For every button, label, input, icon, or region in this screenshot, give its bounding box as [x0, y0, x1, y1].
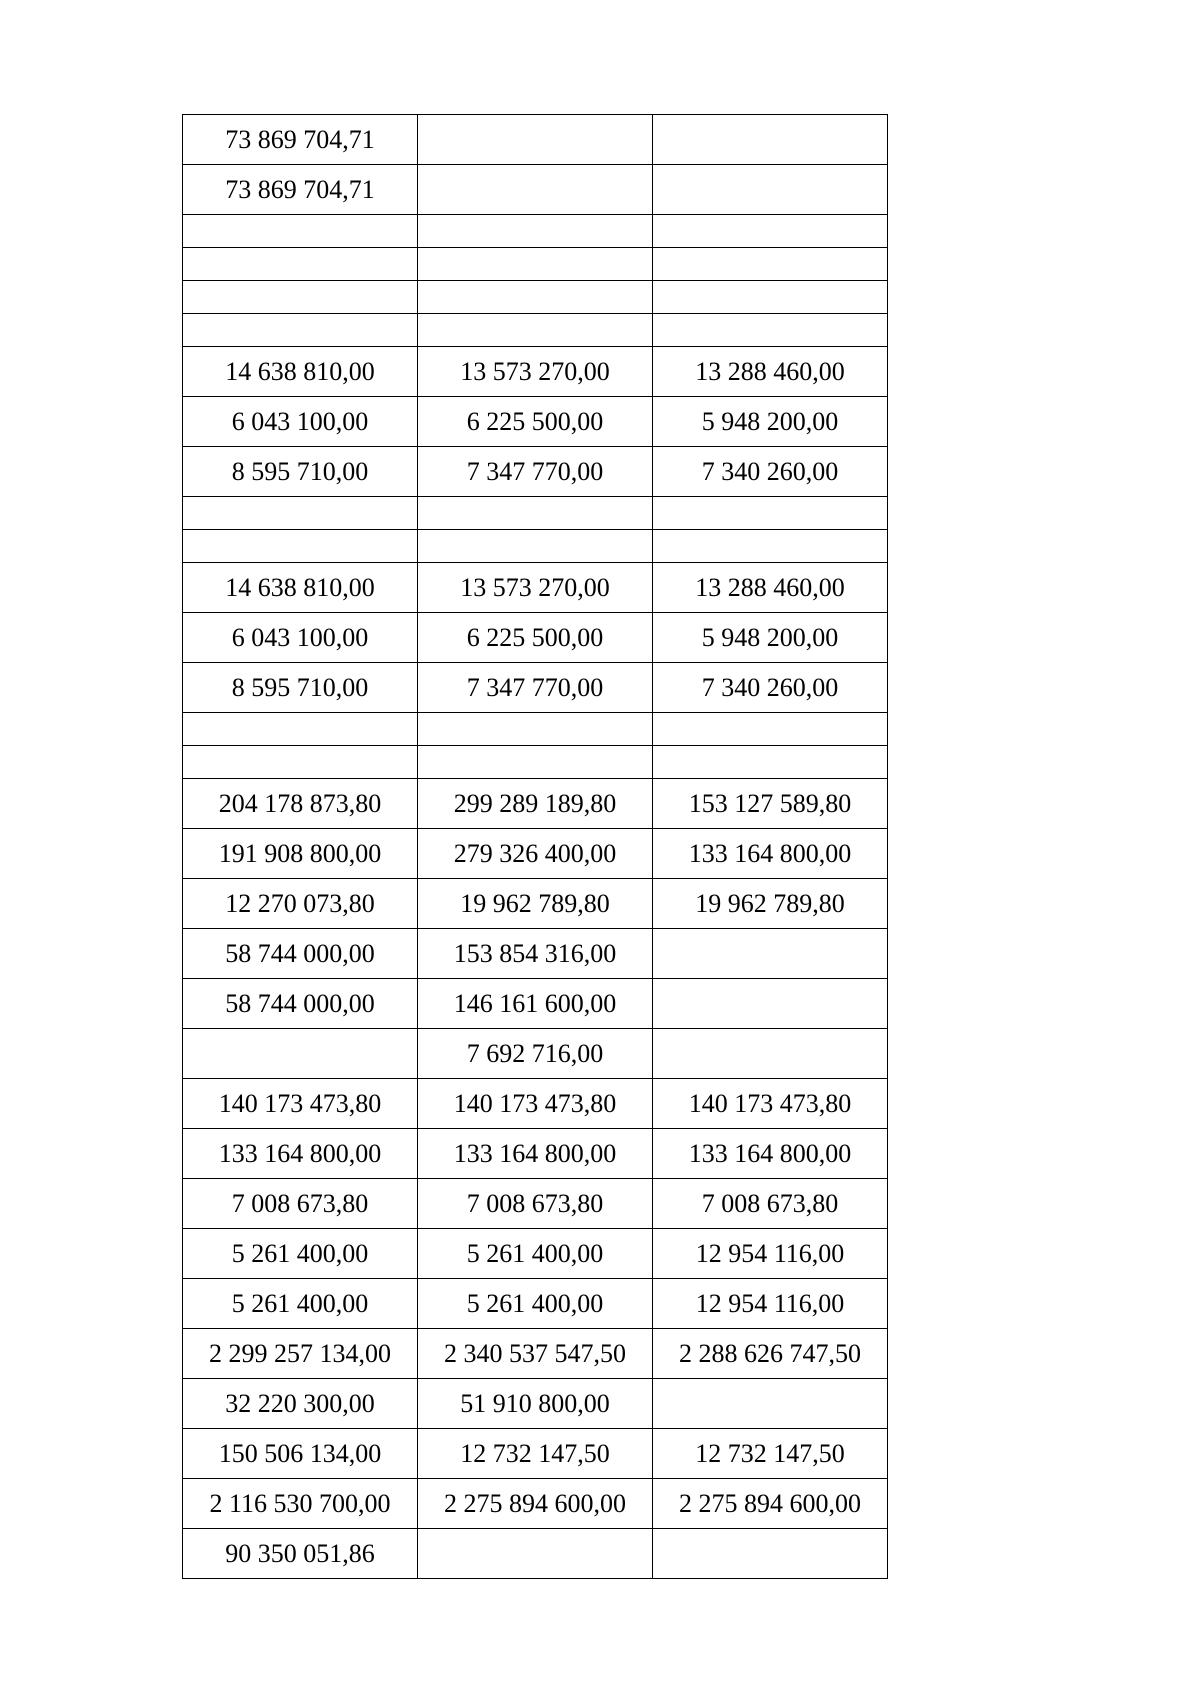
table-cell: 6 043 100,00: [183, 397, 418, 447]
table-cell: 204 178 873,80: [183, 779, 418, 829]
table-cell: [418, 1529, 653, 1579]
table-cell: 7 347 770,00: [418, 663, 653, 713]
table-cell: 73 869 704,71: [183, 165, 418, 215]
table-cell: [418, 165, 653, 215]
table-row: [183, 1279, 888, 1329]
table-cell: 12 732 147,50: [418, 1429, 653, 1479]
table-cell: [418, 713, 653, 746]
table-cell: [183, 281, 418, 314]
table-row: [183, 1479, 888, 1529]
table-row: [183, 663, 888, 713]
table-cell: 133 164 800,00: [418, 1129, 653, 1179]
table-cell: 2 288 626 747,50: [653, 1329, 888, 1379]
table-cell: 58 744 000,00: [183, 979, 418, 1029]
table-cell: 13 288 460,00: [653, 347, 888, 397]
table-cell: [653, 1029, 888, 1079]
table-cell: 12 954 116,00: [653, 1279, 888, 1329]
table-cell: [418, 248, 653, 281]
table-cell: [653, 979, 888, 1029]
table-cell: 14 638 810,00: [183, 347, 418, 397]
table-cell: 133 164 800,00: [653, 1129, 888, 1179]
table-cell: [653, 530, 888, 563]
table-row: [183, 397, 888, 447]
table-row: [183, 1079, 888, 1129]
table-row: [183, 1029, 888, 1079]
table-cell: 5 261 400,00: [183, 1279, 418, 1329]
table-cell: 5 948 200,00: [653, 613, 888, 663]
table-cell: [183, 713, 418, 746]
table-cell: [183, 314, 418, 347]
table-cell: 5 261 400,00: [183, 1229, 418, 1279]
table-cell: [653, 314, 888, 347]
table-cell: 7 008 673,80: [183, 1179, 418, 1229]
table-cell: 6 225 500,00: [418, 613, 653, 663]
table-row: [183, 1229, 888, 1279]
table-cell: 153 854 316,00: [418, 929, 653, 979]
table-cell: 7 692 716,00: [418, 1029, 653, 1079]
table-cell: 13 288 460,00: [653, 563, 888, 613]
table-cell: 2 299 257 134,00: [183, 1329, 418, 1379]
table-row: [183, 115, 888, 165]
table-cell: [418, 115, 653, 165]
table-cell: [653, 1529, 888, 1579]
table-cell: 32 220 300,00: [183, 1379, 418, 1429]
table-cell: [183, 497, 418, 530]
table-cell: 5 261 400,00: [418, 1279, 653, 1329]
table-cell: 19 962 789,80: [418, 879, 653, 929]
table-cell: [418, 497, 653, 530]
table-row: [183, 879, 888, 929]
table-row: [183, 613, 888, 663]
table-cell: [653, 215, 888, 248]
table-cell: 299 289 189,80: [418, 779, 653, 829]
table-row: [183, 1329, 888, 1379]
table-cell: [653, 497, 888, 530]
table-cell: 6 225 500,00: [418, 397, 653, 447]
table-cell: 73 869 704,71: [183, 115, 418, 165]
table-cell: 12 270 073,80: [183, 879, 418, 929]
table-cell: 2 275 894 600,00: [653, 1479, 888, 1529]
table-cell: 191 908 800,00: [183, 829, 418, 879]
table-row: [183, 215, 888, 248]
table-cell: 12 732 147,50: [653, 1429, 888, 1479]
table-cell: 140 173 473,80: [183, 1079, 418, 1129]
table-cell: [653, 929, 888, 979]
table-cell: 51 910 800,00: [418, 1379, 653, 1429]
table-cell: 2 116 530 700,00: [183, 1479, 418, 1529]
table-cell: [653, 713, 888, 746]
table-row: [183, 1379, 888, 1429]
table-row: [183, 165, 888, 215]
table-cell: [183, 248, 418, 281]
table-cell: [418, 281, 653, 314]
budget-table: [182, 114, 888, 1579]
table-cell: 2 340 537 547,50: [418, 1329, 653, 1379]
table-cell: 140 173 473,80: [653, 1079, 888, 1129]
table-cell: 8 595 710,00: [183, 447, 418, 497]
table-cell: 13 573 270,00: [418, 347, 653, 397]
table-row: [183, 530, 888, 563]
table-cell: [653, 1379, 888, 1429]
table-row: [183, 497, 888, 530]
table-row: [183, 248, 888, 281]
table-cell: [183, 530, 418, 563]
table-cell: [653, 115, 888, 165]
budget-table-body: [183, 115, 888, 1579]
table-cell: 150 506 134,00: [183, 1429, 418, 1479]
table-row: [183, 1179, 888, 1229]
table-cell: 58 744 000,00: [183, 929, 418, 979]
table-row: [183, 829, 888, 879]
table-cell: [418, 215, 653, 248]
table-row: [183, 447, 888, 497]
table-row: [183, 746, 888, 779]
table-cell: 7 008 673,80: [653, 1179, 888, 1229]
table-row: [183, 281, 888, 314]
table-cell: 6 043 100,00: [183, 613, 418, 663]
table-cell: 133 164 800,00: [183, 1129, 418, 1179]
table-cell: 7 008 673,80: [418, 1179, 653, 1229]
table-row: [183, 929, 888, 979]
table-cell: [183, 1029, 418, 1079]
table-cell: 7 340 260,00: [653, 663, 888, 713]
table-cell: [653, 165, 888, 215]
table-cell: 14 638 810,00: [183, 563, 418, 613]
table-cell: 133 164 800,00: [653, 829, 888, 879]
table-cell: [653, 746, 888, 779]
table-row: [183, 1129, 888, 1179]
table-row: [183, 563, 888, 613]
table-cell: [418, 746, 653, 779]
table-row: [183, 779, 888, 829]
table-cell: [183, 746, 418, 779]
table-row: [183, 713, 888, 746]
table-cell: 140 173 473,80: [418, 1079, 653, 1129]
table-row: [183, 314, 888, 347]
table-cell: 90 350 051,86: [183, 1529, 418, 1579]
table-cell: 13 573 270,00: [418, 563, 653, 613]
table-cell: [183, 215, 418, 248]
table-cell: 5 948 200,00: [653, 397, 888, 447]
table-cell: 7 347 770,00: [418, 447, 653, 497]
table-cell: 12 954 116,00: [653, 1229, 888, 1279]
table-cell: 153 127 589,80: [653, 779, 888, 829]
table-cell: 2 275 894 600,00: [418, 1479, 653, 1529]
table-row: [183, 1529, 888, 1579]
table-cell: 146 161 600,00: [418, 979, 653, 1029]
table-cell: 19 962 789,80: [653, 879, 888, 929]
table-cell: 279 326 400,00: [418, 829, 653, 879]
table-cell: [653, 281, 888, 314]
table-cell: [418, 530, 653, 563]
table-row: [183, 979, 888, 1029]
table-cell: 7 340 260,00: [653, 447, 888, 497]
table-cell: 8 595 710,00: [183, 663, 418, 713]
table-cell: [418, 314, 653, 347]
table-cell: 5 261 400,00: [418, 1229, 653, 1279]
table-row: [183, 347, 888, 397]
table-row: [183, 1429, 888, 1479]
table-cell: [653, 248, 888, 281]
